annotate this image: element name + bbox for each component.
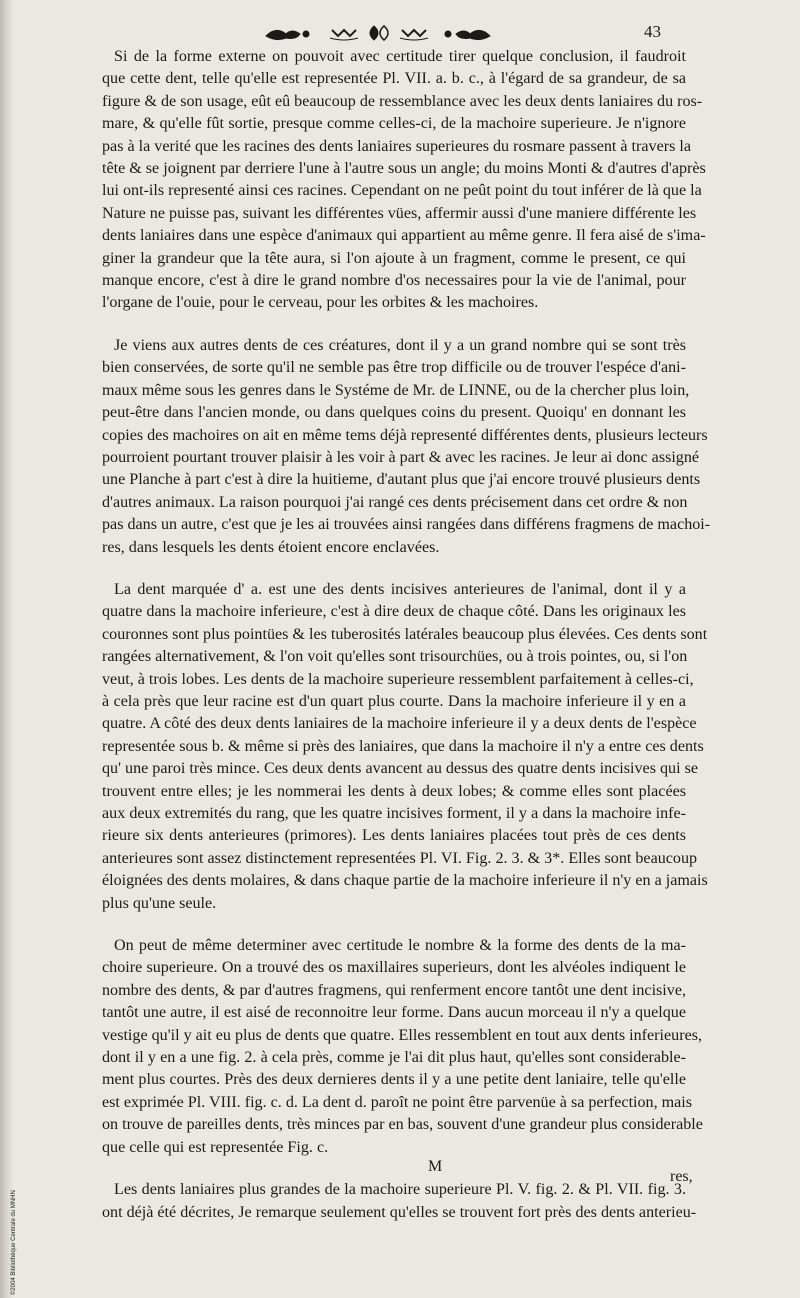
text-line: l'organe de l'ouie, pour le cerveau, pour les orbites & les machoires.	[102, 294, 539, 312]
page-number: 43	[644, 22, 661, 41]
text-line: nombre des dents, & par d'autres fragmens, qui renferment encore tantôt une dent incisive,	[102, 981, 686, 999]
text-line: lui ont-ils representé ainsi ces racines. Cependant on ne peût point du tout inférer de là que la	[102, 182, 702, 200]
text-line: copies des machoires on ait en même tems déjà representé différentes dents, plusieurs lecteurs	[102, 426, 708, 444]
text-line: rangées alternativement, & l'on voit qu'elles sont trisourchües, ou à trois pointes, ou, si l'on	[102, 648, 688, 666]
text-line: La dent marquée d' a. est une des dents incisives anterieures de l'animal, dont il y a	[114, 580, 686, 598]
text-line: on trouve de pareilles dents, très minces par en bas, souvent d'une grandeur plus considerable	[102, 1116, 703, 1134]
watermark-text: ©2004 Bibliothèque Centrale du MNHN	[11, 1190, 17, 1295]
header-ornament-icon	[262, 22, 494, 44]
text-line: une Planche à part c'est à dire la huitieme, d'autant plus que j'ai encore trouvé plusieurs dents	[102, 471, 701, 489]
text-line: dont il y en a une fig. 2. à cela près, comme je l'ai dit plus haut, qu'elles sont considerable-	[102, 1049, 686, 1067]
text-line: à cela près que leur racine est d'un quart plus courte. Dans la machoire inferieure il y en a	[102, 692, 686, 710]
text-line: que celle qui est representée Fig. c.	[102, 1138, 329, 1156]
text-line: pourroient pourtant trouver plaisir à les voir à part & avec les racines. Je leur ai donc assigné	[102, 448, 700, 466]
page-edge-shadow	[0, 0, 14, 1298]
text-line: trouvent entre elles; je les nommerai les dents à deux lobes; & comme elles sont placées	[102, 782, 686, 800]
text-line: Les dents laniaires plus grandes de la machoire superieure Pl. V. fig. 2. & Pl. VII. fig. 3.	[114, 1181, 686, 1199]
text-line: est exprimée Pl. VIII. fig. c. d. La dent d. paroît ne point être parvenüe à sa perfection, mais	[102, 1093, 693, 1111]
text-line: choire superieure. On a trouvé des os maxillaires superieurs, dont les alvéoles indiquent le	[102, 959, 686, 977]
text-line: aux deux extremités du rang, que les quatre incisives forment, il y a dans la machoire infe-	[102, 805, 686, 822]
text-line: manque encore, c'est à dire le grand nombre d'os necessaires pour la vie de l'animal, pour	[102, 272, 686, 290]
text-line: plus qu'une seule.	[102, 894, 217, 912]
text-line: Si de la forme externe on pouvoit avec certitude tirer quelque conclusion, il faudroit	[114, 48, 686, 65]
text-line: mare, & qu'elle fût sortie, presque comme celles-ci, de la machoire superieure. Je n'ignore	[102, 115, 686, 133]
page-header	[0, 18, 800, 48]
text-line: ont déjà été décrites, Je remarque seulement qu'elles se trouvent fort près des dents anterieu-	[102, 1203, 697, 1221]
text-line: vestige qu'il y ait eu plus de dents que quatre. Elles ressemblent en tout aux dents inferieures,	[102, 1026, 702, 1044]
paragraph-1	[102, 46, 706, 315]
text-line: maux même sous les genres dans le Systéme de Mr. de LINNE, ou de la chercher plus loin,	[102, 381, 690, 399]
text-line: tantôt une autre, il est aisé de reconnoitre leur forme. Dans aucun morceau il n'y a quelque	[102, 1004, 686, 1022]
paragraph-spacer	[102, 315, 686, 335]
text-line: dents laniaires dans une espèce d'animaux qui appartient au même genre. Il fera aisé de s'ima-	[102, 227, 706, 245]
text-line: On peut de même determiner avec certitude le nombre & la forme des dents de la ma-	[114, 937, 686, 955]
text-line: bien conservées, de sorte qu'il ne semble pas être trop difficile ou de trouver l'espéce d'ani-	[102, 359, 686, 377]
signature-mark: M	[428, 1158, 443, 1175]
text-line: qu' une paroi très mince. Ces deux dents avancent au dessus des quatre dents incisives qui se	[102, 760, 698, 778]
text-line: pas dans un autre, c'est que je les ai trouvées ainsi rangées dans différens fragmens de machoi-	[102, 516, 711, 534]
text-line: quatre. A côté des deux dents laniaires de la machoire inferieure il y a deux dents de l'espèce	[102, 715, 697, 733]
paragraph-4	[102, 935, 703, 1159]
catchword: res,	[670, 1168, 693, 1185]
text-line: figure & de son usage, eût eû beaucoup de ressemblance avec les deux dents laniaires du ros-	[102, 92, 703, 110]
paragraph-spacer	[102, 915, 686, 935]
text-line: éloignées des dents molaires, & dans chaque partie de la machoire inferieure il n'y en a jamais	[102, 872, 708, 890]
paragraph-3	[102, 579, 708, 915]
page-footer	[0, 1152, 800, 1192]
text-line: peut-être dans l'ancien monde, ou dans quelques coins du present. Quoiqu' en donnant les	[102, 404, 686, 422]
text-line: d'autres animaux. La raison pourquoi j'ai rangé ces dents précisement dans cet ordre & non	[102, 493, 688, 511]
library-watermark	[1, 1155, 17, 1295]
text-line: res, dans lesquels les dents étoient encore enclavées.	[102, 538, 440, 556]
paragraph-spacer	[102, 559, 686, 579]
text-line: couronnes sont plus pointües & les tuberosités latérales beaucoup plus élevées. Ces dents sont	[102, 625, 708, 643]
text-line: Nature ne puisse pas, suivant les différentes vües, affermir aussi d'une maniere différente les	[102, 204, 697, 222]
text-line: representée sous b. & même si près des laniaires, que dans la machoire il n'y a entre ces dents	[102, 737, 704, 755]
text-line: veut, à trois lobes. Les dents de la machoire superieure ressemblent parfaitement à celles-ci,	[102, 670, 694, 688]
text-line: Je viens aux autres dents de ces créatures, dont il y a un grand nombre qui se sont très	[114, 336, 686, 354]
text-line: pas à la verité que les racines des dents laniaires superieures du rosmare passent à travers la	[102, 137, 691, 155]
paragraph-2	[102, 335, 711, 559]
text-line: rieure six dents anterieures (primores). Les dents laniaires placées tout près de ces dents	[102, 827, 686, 845]
page-body	[102, 46, 711, 1224]
text-line: giner la grandeur que la tête aura, si l'on ajoute à un fragment, comme le present, ce qui	[102, 249, 686, 267]
text-line: tête & se joignent par derriere l'une à l'autre sous un angle; du moins Monti & d'autres d'après	[102, 160, 706, 178]
text-line: anterieures sont assez distinctement representées Pl. VI. Fig. 2. 3. & 3*. Elles sont beaucoup	[102, 849, 698, 867]
text-line: que cette dent, telle qu'elle est representée Pl. VII. a. b. c., à l'égard de sa grandeur, de sa	[102, 70, 686, 88]
text-line: quatre dans la machoire inferieure, c'est à dire deux de chaque côté. Dans les originaux les	[102, 603, 686, 621]
text-line: ment plus courtes. Près des deux dernieres dents il y a une petite dent laniaire, telle qu'elle	[102, 1071, 686, 1089]
